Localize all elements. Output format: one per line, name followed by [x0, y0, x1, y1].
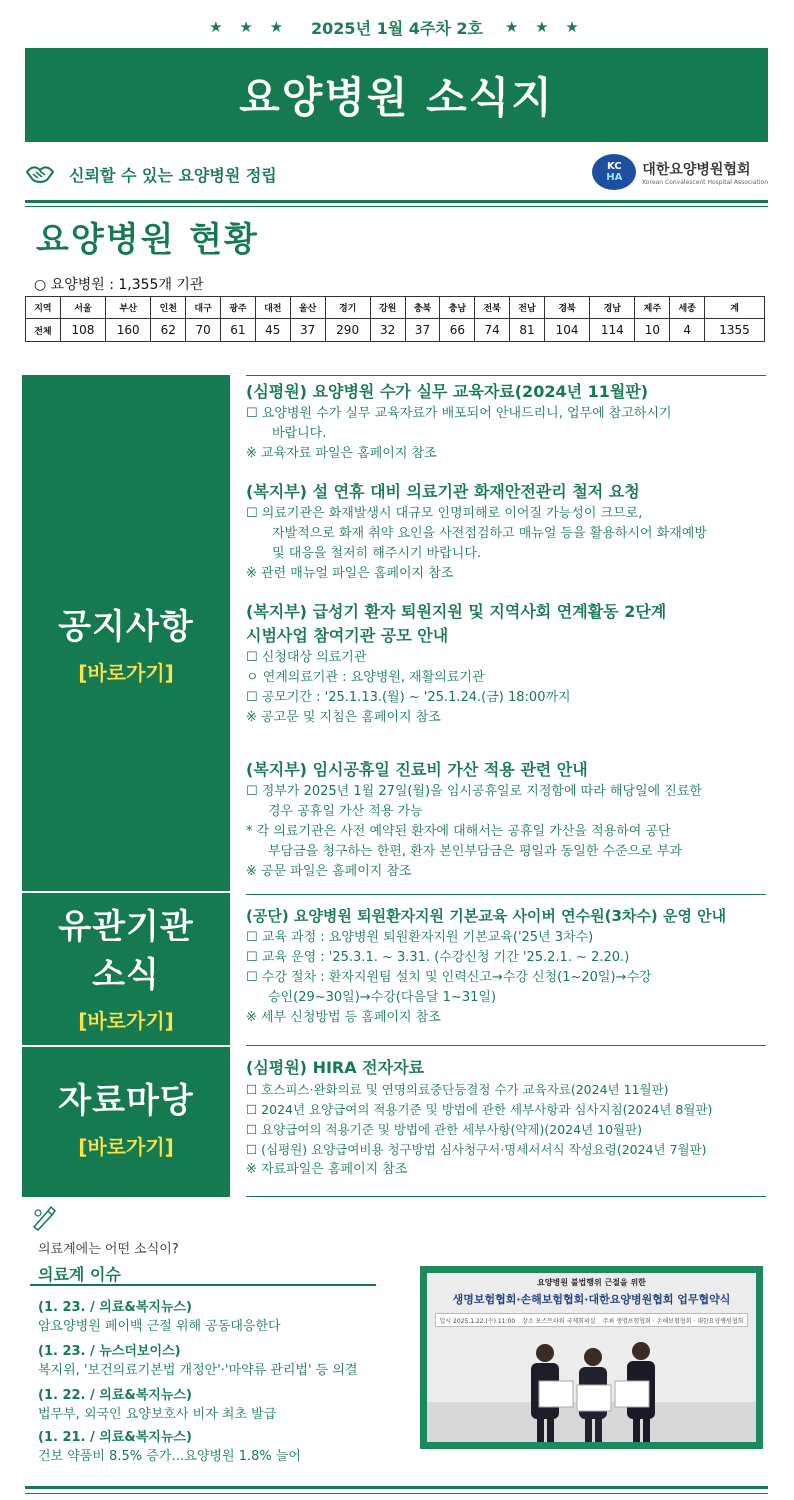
notice-item: (복지부) 급성기 환자 퇴원지원 및 지역사회 연계활동 2단계 시범사업 참여기관 공모 안내 ☐ 신청대상 의료기관 ㅇ 연계의료기관 : 요양병원, 재활의료기관 ☐ 공모기간 : '25.1.13.(월) ~ '25.1.24.(금) 18:00까지 ※ 공고문 및 지침은 홈페이지 참조	[246, 600, 768, 728]
photo-caption-top: 요양병원 불법행위 근절을 위한	[537, 1278, 646, 1287]
sidebar-agency-label-2: 소식	[92, 955, 160, 995]
kcha-logo-icon: KC HA	[592, 154, 636, 190]
agency-shortcut-link[interactable]: [바로가기]	[78, 1009, 174, 1033]
notice-title[interactable]: (복지부) 임시공휴일 진료비 가산 적용 관련 안내	[246, 760, 588, 779]
notice-item: (복지부) 임시공휴일 진료비 가산 적용 관련 안내 ☐ 정부가 2025년 1월 27일(월)을 임시공휴일로 지정함에 따라 해당일에 진료한 경우 공휴일 가산 적용 가능 * 각 의료기관은 사전 예약된 환자에 대해서는 공휴일 가산을 적용하여 공단 부담금을 청구하는 한편, 환자 본인부담금은 평일과 동일한 수준으로 부과 ※ 공문 파일은 홈페이지 참조	[246, 758, 768, 882]
newsletter-title: 요양병원 소식지	[239, 73, 554, 122]
divider	[246, 375, 766, 376]
sidebar-agency	[22, 903, 230, 1034]
agency-item: (공단) 요양병원 퇴원환자지원 기본교육 사이버 연수원(3차수) 운영 안내 ☐ 교육 과정 : 요양병원 퇴원환자지원 기본교육('25년 3차수) ☐ 교육 운영 : '25.3.1. ~ 3.31. (수강신청 기간 '25.2.1. ~ 2.20.) ☐ 수강 절차 : 환자지원팀 설치 및 인력신고→수강 신청(1~20일)→수강 승인(29~30일)→수강(다음달 1~31일) ※ 세부 신청방법 등 홈페이지 참조	[246, 904, 768, 1028]
title-banner	[25, 48, 768, 142]
handshake-icon	[25, 162, 55, 184]
sidebar-divider	[22, 1045, 230, 1047]
sidebar-archive	[22, 1077, 230, 1160]
issues-question: 의료계에는 어떤 소식이?	[38, 1242, 179, 1257]
notice-title[interactable]: (복지부) 급성기 환자 퇴원지원 및 지역사회 연계활동 2단계	[246, 602, 667, 621]
regional-stats-table	[25, 296, 765, 342]
agency-title[interactable]: (공단) 요양병원 퇴원환자지원 기본교육 사이버 연수원(3차수) 운영 안내	[246, 907, 727, 925]
notice-item: (심평원) 요양병원 수가 실무 교육자료(2024년 11월판) ☐ 요양병원 수가 실무 교육자료가 배포되어 안내드리니, 업무에 참고하시기 바랍니다. ※ 교육자료 파일은 홈페이지 참조	[246, 380, 768, 464]
table-row: 전체 108 160 62 70 61 45 37 290 32 37 66 74 81 104 114 10 4 1355	[26, 319, 765, 342]
association-name: 대한요양병원협회	[642, 161, 751, 178]
divider	[25, 206, 768, 207]
footer-divider	[25, 1486, 768, 1489]
sidebar-agency-label-1: 유관기관	[58, 907, 194, 947]
star-icons-left: ★ ★ ★	[209, 18, 290, 36]
notice-title[interactable]: (복지부) 설 연휴 대비 의료기관 화재안전관리 철저 요청	[246, 482, 640, 501]
archive-title[interactable]: (심평원) HIRA 전자자료	[246, 1058, 425, 1077]
sidebar-archive-label: 자료마당	[58, 1081, 194, 1121]
association-name-en: Korean Convalescent Hospital Association	[642, 178, 768, 186]
divider	[246, 1045, 766, 1046]
divider	[246, 894, 766, 895]
photo-caption-main: 생명보험협회·손해보험협회·대한요양병원협회 업무협약식	[452, 1293, 731, 1306]
tagline-row	[25, 148, 768, 198]
divider	[25, 200, 768, 203]
sidebar	[22, 375, 230, 1197]
tagline: 신뢰할 수 있는 요양병원 정립	[69, 166, 277, 185]
archive-shortcut-link[interactable]: [바로가기]	[78, 1135, 174, 1159]
photo-info-bar: 일시 2025.1.22.(수) 11:00 장소 포스트타워 국제회의실 주최 생명보험협회 · 손해보험협회 · 대한요양병원협회	[435, 1313, 748, 1327]
footer-divider	[25, 1493, 768, 1494]
section-title-status: 요양병원 현황	[36, 220, 259, 260]
divider	[246, 1196, 766, 1197]
archive-item: (심평원) HIRA 전자자료 ☐ 호스피스·완화의료 및 연명의료중단등결정 수가 교육자료(2024년 11월판) ☐ 2024년 요양급여의 적용기준 및 방법에 관한 세부사항과 심사지침(2024년 8월판) ☐ 요양급여의 적용기준 및 방법에 관한 세부사항(약제)(2024년 10월판) ☐ (심평원) 요양급여비용 청구방법 심사청구서·명세서서식 작성요령(2024년 7월판) ※ 자료파일은 홈페이지 참조	[246, 1056, 768, 1180]
issue-number: 2025년 1월 4주차 2호	[311, 18, 483, 38]
news-item[interactable]: (1. 23. / 의료&복지뉴스) 암요양병원 페이백 근절 위해 공동대응한다	[38, 1300, 281, 1334]
notice-title-cont[interactable]: 시범사업 참여기관 공모 안내	[246, 626, 449, 645]
notice-shortcut-link[interactable]: [바로가기]	[78, 661, 174, 685]
notice-item: (복지부) 설 연휴 대비 의료기관 화재안전관리 철저 요청 ☐ 의료기관은 화재발생시 대규모 인명피해로 이어질 가능성이 크므로, 자발적으로 화재 취약 요인을 사전점검하고 매뉴얼 등을 활용하시어 화재예방 및 대응을 철저히 해주시기 바랍니다. ※ 관련 매뉴얼 파일은 홈페이지 참조	[246, 480, 768, 584]
people-illustration-icon	[427, 1329, 756, 1442]
news-item[interactable]: (1. 22. / 의료&복지뉴스) 법무부, 외국인 요양보호사 비자 최초 발급	[38, 1388, 277, 1422]
sidebar-notice-label: 공지사항	[58, 607, 194, 647]
star-icons-right: ★ ★ ★	[504, 18, 585, 36]
association-logo[interactable]	[592, 154, 768, 190]
news-item[interactable]: (1. 23. / 뉴스더보이스) 복지위, '보건의료기본법 개정안'·'마약류 관리법' 등 의결	[38, 1344, 358, 1378]
notice-title[interactable]: (심평원) 요양병원 수가 실무 교육자료(2024년 11월판)	[246, 382, 649, 401]
hospital-count: ○ 요양병원 : 1,355개 기관	[34, 277, 204, 293]
sidebar-divider	[22, 891, 230, 893]
issue-line	[0, 14, 794, 40]
table-header-row: 지역 서울 부산 인천 대구 광주 대전 울산 경기 강원 충북 충남 전북 전남 경북 경남 제주 세종 계	[26, 297, 765, 319]
agreement-photo[interactable]	[420, 1266, 763, 1449]
divider	[30, 1284, 376, 1286]
sidebar-notice	[22, 603, 230, 686]
issues-heading: 의료계 이슈	[38, 1265, 121, 1284]
news-item[interactable]: (1. 21. / 의료&복지뉴스) 건보 약품비 8.5% 증가…요양병원 1.8% 늘어	[38, 1430, 301, 1464]
pen-icon	[30, 1205, 58, 1231]
